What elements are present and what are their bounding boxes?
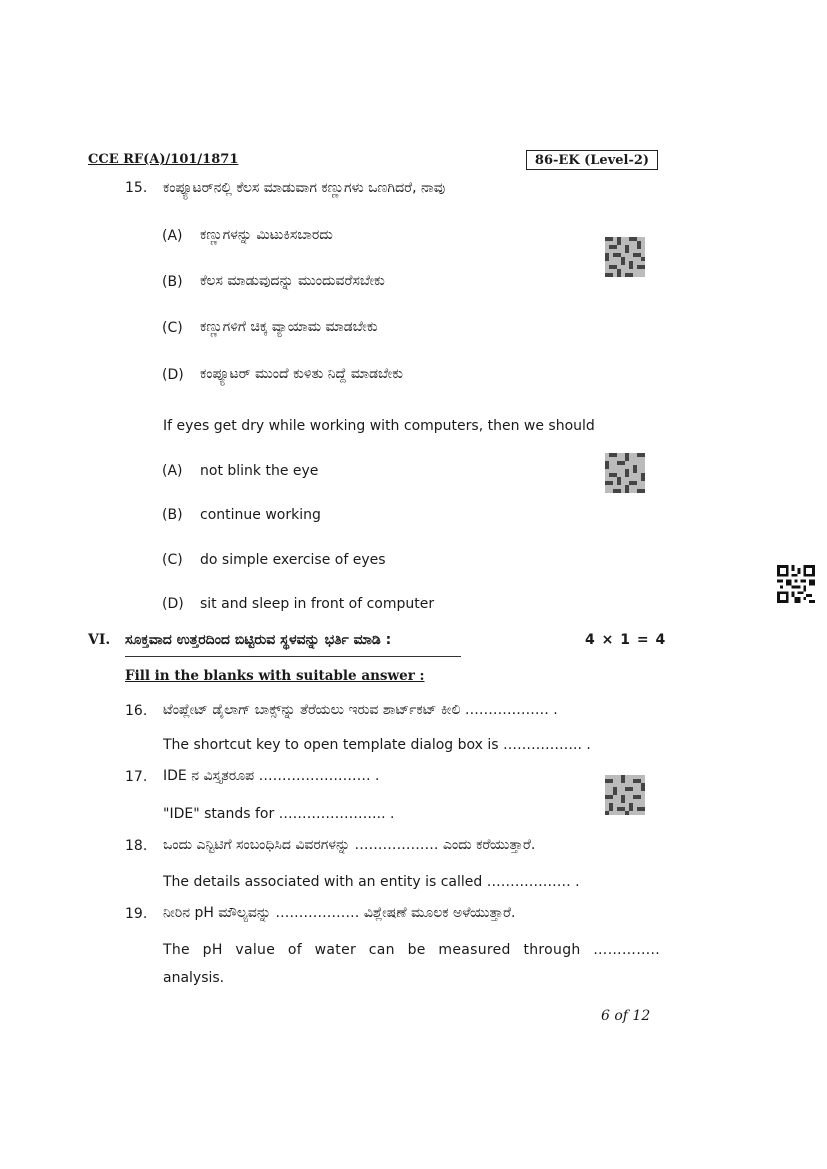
divider xyxy=(125,656,461,657)
option-label: (B) xyxy=(162,507,183,523)
paper-code: CCE RF(A)/101/1871 xyxy=(88,152,239,167)
option-label: (D) xyxy=(162,367,184,383)
noise-code-icon xyxy=(605,453,645,493)
option-label: (D) xyxy=(162,596,184,612)
option-label: (A) xyxy=(162,228,183,244)
question-text-en-cont: analysis. xyxy=(163,970,225,986)
question-number: 18. xyxy=(125,838,148,854)
question-text-en: The details associated with an entity is called ……………… . xyxy=(163,874,580,890)
page-number: 6 of 12 xyxy=(601,1008,651,1024)
question-text-kn: ಕಂಪ್ಯೂಟರ್‌ನಲ್ಲಿ ಕೆಲಸ ಮಾಡುವಾಗ ಕಣ್ಣುಗಳು ಒಣಗಿದರೆ, ನಾವು xyxy=(163,180,446,196)
paper-label: 86-EK (Level-2) xyxy=(526,150,658,170)
section-title-en: Fill in the blanks with suitable answer : xyxy=(125,668,425,684)
qr-code-icon xyxy=(777,565,815,603)
question-text-en: "IDE" stands for ………………….. . xyxy=(163,806,395,822)
option-text-en: continue working xyxy=(200,507,321,523)
option-label: (B) xyxy=(162,274,183,290)
question-number: 15. xyxy=(125,180,148,196)
option-label: (C) xyxy=(162,320,183,336)
option-text-en: sit and sleep in front of computer xyxy=(200,596,435,612)
question-text-kn: IDE ನ ವಿಸ್ತೃತರೂಪ …………………… . xyxy=(163,768,380,784)
question-text-kn: ಒಂದು ಎನ್ಟಿಟಿಗೆ ಸಂಬಂಧಿಸಿದ ವಿವರಗಳನ್ನು ……………… ಎಂದು ಕರೆಯುತ್ತಾರೆ. xyxy=(163,837,536,853)
noise-code-icon xyxy=(605,775,645,815)
section-number: VI. xyxy=(88,632,111,648)
option-label: (A) xyxy=(162,463,183,479)
option-label: (C) xyxy=(162,552,183,568)
section-marks: 4 × 1 = 4 xyxy=(585,632,666,648)
option-text-en: not blink the eye xyxy=(200,463,319,479)
question-text-en: The pH value of water can be measured through ………….. xyxy=(163,942,660,958)
question-text-kn: ನೀರಿನ pH ಮೌಲ್ಯವನ್ನು ……………… ವಿಶ್ಲೇಷಣೆ ಮೂಲಕ ಅಳೆಯುತ್ತಾರೆ. xyxy=(163,905,516,921)
question-number: 17. xyxy=(125,769,148,785)
question-text-en: If eyes get dry while working with computers, then we should xyxy=(163,418,595,434)
option-text-kn: ಕಣ್ಣುಗಳನ್ನು ಮಿಟುಕಿಸಬಾರದು xyxy=(200,227,333,243)
question-number: 16. xyxy=(125,703,148,719)
option-text-en: do simple exercise of eyes xyxy=(200,552,386,568)
question-text-kn: ಟೆಂಪ್ಲೇಟ್ ಡೈಲಾಗ್ ಬಾಕ್ಸ್‌ನ್ನು ತೆರೆಯಲು ಇರುವ ಶಾರ್ಟ್‌ಕಟ್ ಕೀಲಿ ……………… . xyxy=(163,702,558,718)
noise-code-icon xyxy=(605,237,645,277)
section-title-kn: ಸೂಕ್ತವಾದ ಉತ್ತರದಿಂದ ಬಿಟ್ಟಿರುವ ಸ್ಥಳವನ್ನು ಭರ್ತಿ ಮಾಡಿ : xyxy=(125,632,392,648)
option-text-kn: ಕಣ್ಣುಗಳಿಗೆ ಚಿಕ್ಕ ವ್ಯಾಯಾಮ ಮಾಡಬೇಕು xyxy=(200,319,378,335)
question-text-en: The shortcut key to open template dialog box is …………….. . xyxy=(163,737,591,753)
question-number: 19. xyxy=(125,906,148,922)
option-text-kn: ಕಂಪ್ಯೂಟರ್ ಮುಂದೆ ಕುಳಿತು ನಿದ್ದೆ ಮಾಡಬೇಕು xyxy=(200,366,403,382)
option-text-kn: ಕೆಲಸ ಮಾಡುವುದನ್ನು ಮುಂದುವರೆಸಬೇಕು xyxy=(200,273,385,289)
